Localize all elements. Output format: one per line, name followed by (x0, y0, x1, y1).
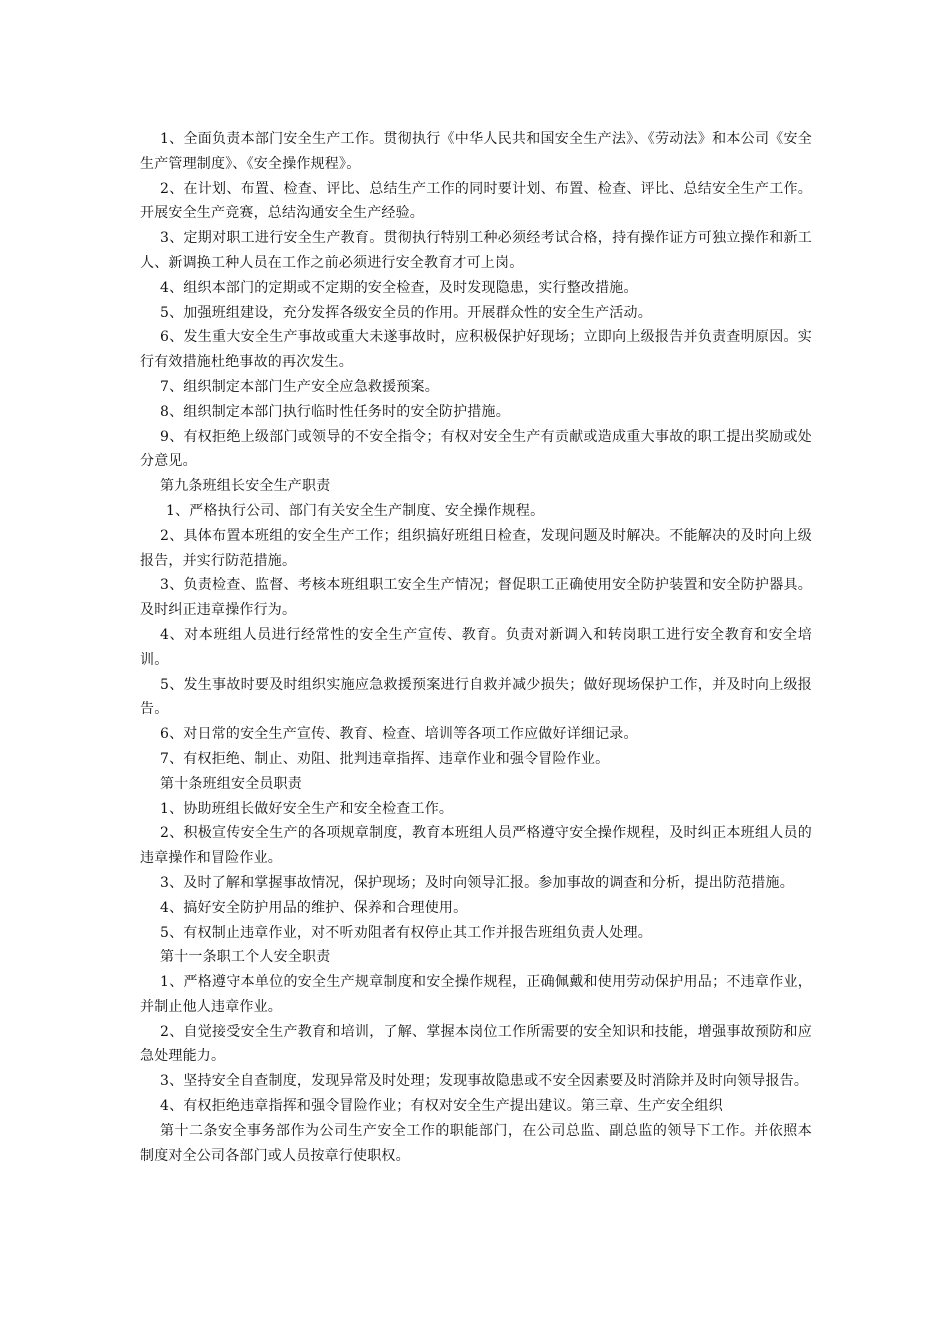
paragraph: 6、发生重大安全生产事故或重大未遂事故时，应积极保护好现场；立即向上级报告并负责查明原因。实行有效措施杜绝事故的再次发生。 (140, 329, 812, 371)
paragraph: 1、协助班组长做好安全生产和安全检查工作。 (160, 800, 454, 817)
section-heading: 第九条班组长安全生产职责 (160, 478, 331, 495)
paragraph: 4、搞好安全防护用品的维护、保养和合理使用。 (160, 899, 468, 916)
paragraph: 8、组织制定本部门执行临时性任务时的安全防护措施。 (160, 403, 510, 420)
paragraph: 第十二条安全事务部作为公司生产安全工作的职能部门，在公司总监、副总监的领导下工作。并依照本制度对全公司各部门或人员按章行使职权。 (140, 1122, 812, 1164)
paragraph: 5、发生事故时要及时组织实施应急救援预案进行自救并减少损失；做好现场保护工作，并及时向上级报告。 (140, 676, 812, 718)
paragraph: 5、有权制止违章作业，对不听劝阻者有权停止其工作并报告班组负责人处理。 (160, 924, 652, 941)
section-heading: 第十条班组安全员职责 (160, 775, 302, 792)
document-body (140, 127, 812, 1168)
paragraph: 2、自觉接受安全生产教育和培训，了解、掌握本岗位工作所需要的安全知识和技能，增强事故预防和应急处理能力。 (140, 1023, 812, 1065)
section-heading: 第十一条职工个人安全职责 (160, 949, 331, 966)
paragraph: 3、定期对职工进行安全生产教育。贯彻执行特别工种必须经考试合格，持有操作证方可独立操作和新工人、新调换工种人员在工作之前必须进行安全教育才可上岗。 (140, 230, 812, 271)
paragraph: 1、严格遵守本单位的安全生产规章制度和安全操作规程，正确佩戴和使用劳动保护用品；不违章作业，并制止他人违章作业。 (140, 974, 812, 1015)
paragraph: 7、有权拒绝、制止、劝阻、批判违章指挥、违章作业和强令冒险作业。 (160, 750, 610, 767)
paragraph: 6、对日常的安全生产宣传、教育、检查、培训等各项工作应做好详细记录。 (160, 726, 638, 743)
paragraph: 9、有权拒绝上级部门或领导的不安全指令；有权对安全生产有贡献或造成重大事故的职工提出奖励或处分意见。 (140, 428, 812, 470)
paragraph: 2、具体布置本班组的安全生产工作；组织搞好班组日检查，发现问题及时解决。不能解决的及时向上级报告，并实行防范措施。 (140, 527, 812, 569)
paragraph: 7、组织制定本部门生产安全应急救援预案。 (160, 378, 439, 395)
paragraph: 2、在计划、布置、检查、评比、总结生产工作的同时要计划、布置、检查、评比、总结安全生产工作。开展安全生产竞赛，总结沟通安全生产经验。 (140, 180, 812, 222)
paragraph: 4、对本班组人员进行经常性的安全生产宣传、教育。负责对新调入和转岗职工进行安全教育和安全培训。 (140, 626, 812, 668)
paragraph: 4、组织本部门的定期或不定期的安全检查，及时发现隐患，实行整改措施。 (160, 279, 638, 296)
paragraph: 2、积极宣传安全生产的各项规章制度，教育本班组人员严格遵守安全操作规程，及时纠正本班组人员的违章操作和冒险作业。 (140, 825, 812, 867)
paragraph: 3、及时了解和掌握事故情况，保护现场；及时向领导汇报。参加事故的调查和分析，提出防范措施。 (160, 874, 794, 891)
paragraph: 4、有权拒绝违章指挥和强令冒险作业；有权对安全生产提出建议。第三章、生产安全组织 (160, 1098, 723, 1115)
paragraph: 3、负责检查、监督、考核本班组职工安全生产情况；督促职工正确使用安全防护装置和安全防护器具。及时纠正违章操作行为。 (140, 577, 812, 619)
paragraph: 3、坚持安全自查制度，发现异常及时处理；发现事故隐患或不安全因素要及时消除并及时向领导报告。 (160, 1073, 809, 1090)
paragraph: 1、严格执行公司、部门有关安全生产制度、安全操作规程。 (166, 502, 545, 519)
paragraph: 1、全面负责本部门安全生产工作。贯彻执行《中华人民共和国安全生产法》、《劳动法》和本公司《安全生产管理制度》、《安全操作规程》。 (140, 131, 812, 172)
paragraph: 5、加强班组建设，充分发挥各级安全员的作用。开展群众性的安全生产活动。 (160, 304, 652, 321)
